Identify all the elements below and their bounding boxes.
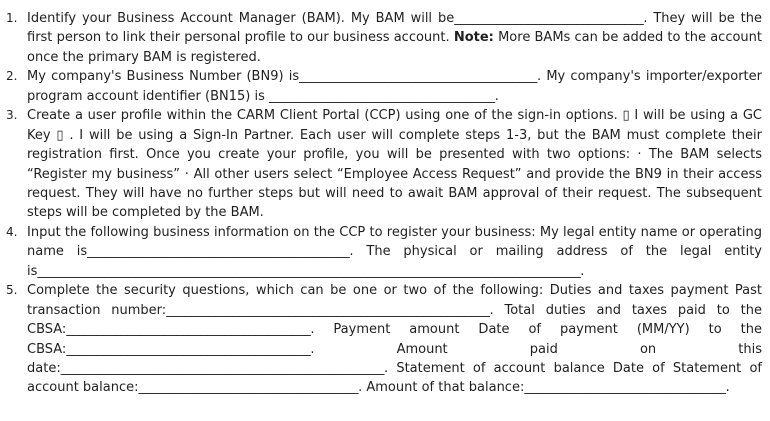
item-number: 5. [6,283,18,298]
list-item [6,223,763,281]
item-text: . The physical or mailing address of the legal entity is [27,244,763,279]
fill-in-blank[interactable]: _______________________________ [454,11,644,26]
item-text: . Total duties and taxes paid to the CBSA: [27,302,762,338]
item-text: . [494,88,499,104]
item-text: Create a user profile within the CARM Client Portal (CCP) using one of the sign-in options. ▯ I will be using a GC Key ▯ . I will be using a Sign-In Partner. Each user will complete steps 1-3, but the BAM must complete their registration first. Once you create your profile, you will be presented with two options: · The BAM selects “Register my business” · All other users select “Employee Access Request” and provide the BN9 in their access request. They will have no further steps but will need to await BAM approval of their request. The subsequent steps will be completed by the BAM. [27,108,762,221]
fill-in-blank[interactable]: ________________________________________ [66,322,311,338]
item-text: . [725,380,730,396]
fill-in-blank[interactable]: _____________________________________________________ [60,361,385,377]
list-item [6,106,762,222]
item-text: . Amount paid on this date: [27,341,762,377]
fill-in-blank[interactable]: ____________________________________ [138,380,359,396]
fill-in-blank[interactable]: _________________________________________________________________________________________ [37,263,581,279]
item-text: . Statement of account balance Date of Statement of account balance: [27,361,762,396]
item-text: . My company's importer/exporter program account identifier (BN15) is [27,69,762,104]
note-text: More BAMs can be added to the account once the primary BAM is registered. [27,30,762,65]
list-item [6,9,762,67]
fill-in-blank[interactable]: _____________________________________ [269,88,495,104]
item-text: . [580,263,585,279]
item-text: . Payment amount Date of payment (MM/YY) to the CBSA: [27,322,762,357]
item-number: 4. [6,225,18,240]
fill-in-blank[interactable]: _______________________________________ [299,69,538,85]
fill-in-blank[interactable]: ________________________________________ [66,341,311,357]
fill-in-blank[interactable]: _____________________________________________________ [166,302,490,318]
fill-in-blank[interactable]: _________________________________ [524,380,726,396]
item-text: Identify your Business Account Manager (BAM). My BAM will be [27,11,455,26]
item-text: Complete the security questions, which can be one or two of the following: Duties and taxes payment Past transaction number: [27,283,762,318]
list-item [6,281,762,397]
fill-in-blank[interactable]: ___________________________________________ [87,244,350,260]
item-number: 2. [6,69,18,84]
list-item [6,67,762,106]
item-text: My company's Business Number (BN9) is [27,69,300,85]
note-label: Note: [453,30,494,46]
item-text: . They will be the first person to link their personal profile to our business account. [27,11,762,46]
item-number: 3. [6,108,18,123]
item-text: Input the following business information on the CCP to register your business: My legal entity name or operating name is [27,225,762,260]
item-text: . Amount of that balance: [358,380,525,396]
item-number: 1. [6,11,18,25]
